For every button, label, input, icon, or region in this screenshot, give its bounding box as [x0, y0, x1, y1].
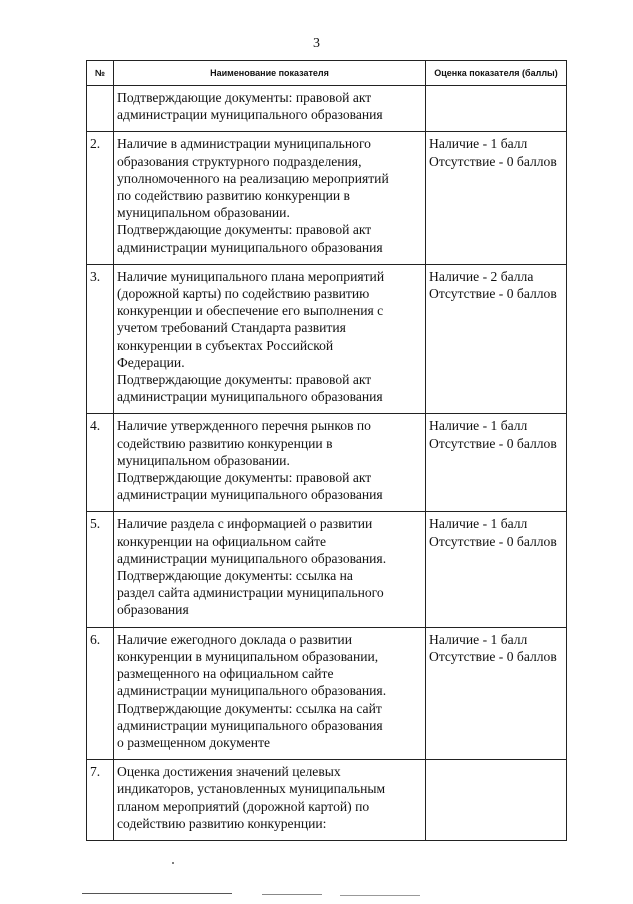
score-line: Отсутствие - 0 баллов — [429, 435, 557, 451]
indicator-line: Наличие раздела с информацией о развитии — [117, 516, 373, 532]
table-row — [87, 627, 567, 759]
indicator-line: Подтверждающие документы: ссылка на сайт — [117, 700, 382, 716]
indicator-name — [114, 414, 426, 512]
table-row — [87, 512, 567, 627]
table-row — [87, 264, 567, 414]
indicator-line: Подтверждающие документы: правовой акт — [117, 90, 372, 105]
indicator-line: конкуренции в муниципальном образовании, — [117, 648, 379, 664]
row-number — [87, 86, 114, 132]
score-line: Отсутствие - 0 баллов — [429, 648, 557, 664]
indicator-line: содействию развитию конкуренции в — [117, 435, 333, 451]
indicator-line: администрации муниципального образования — [117, 717, 383, 733]
score-line: Наличие - 1 балл — [429, 631, 528, 647]
indicator-line: конкуренции в субъектах Российской — [117, 337, 334, 353]
indicator-name — [114, 132, 426, 264]
indicators-table — [86, 60, 567, 841]
indicator-line: Наличие муниципального плана мероприятий — [117, 268, 385, 284]
scan-line — [340, 895, 420, 896]
indicator-line: администрации муниципального образования — [117, 239, 383, 255]
indicator-line: муниципальном образовании. — [117, 205, 290, 221]
indicator-line: индикаторов, установленных муниципальным — [117, 781, 386, 797]
indicator-line: (дорожной карты) по содействию развитию — [117, 286, 370, 302]
indicator-line: администрации муниципального образования — [117, 107, 383, 123]
header-name: Наименование показателя — [114, 61, 426, 86]
row-number: 5. — [87, 512, 114, 627]
indicator-line: Подтверждающие документы: ссылка на — [117, 568, 353, 584]
score-line: Наличие - 1 балл — [429, 136, 528, 152]
indicator-line: учетом требований Стандарта развития — [117, 320, 346, 336]
page-number: 3 — [313, 36, 320, 51]
indicator-score — [426, 414, 567, 512]
indicator-line: по содействию развитию конкуренции в — [117, 188, 350, 204]
indicator-line: конкуренции и обеспечение его выполнения с — [117, 303, 384, 319]
row-number: 3. — [87, 264, 114, 414]
score-line: Наличие - 2 балла — [429, 268, 534, 284]
indicator-line: Наличие утвержденного перечня рынков по — [117, 418, 371, 434]
score-line: Отсутствие - 0 баллов — [429, 153, 557, 169]
indicator-line: Подтверждающие документы: правовой акт — [117, 372, 372, 388]
scan-line — [82, 893, 232, 894]
indicator-line: раздел сайта администрации муниципального — [117, 585, 384, 601]
indicator-score — [426, 132, 567, 264]
score-line: Отсутствие - 0 баллов — [429, 286, 557, 302]
indicator-score — [426, 627, 567, 759]
indicator-line: администрации муниципального образования. — [117, 550, 387, 566]
indicator-line: Наличие ежегодного доклада о развитии — [117, 631, 352, 647]
indicator-line: администрации муниципального образования — [117, 389, 383, 405]
header-score: Оценка показателя (баллы) — [426, 61, 567, 86]
indicator-score — [426, 760, 567, 841]
indicator-line: муниципальном образовании. — [117, 452, 290, 468]
score-line: Наличие - 1 балл — [429, 418, 528, 434]
indicator-line: о размещенном документе — [117, 734, 271, 750]
scan-line — [262, 894, 322, 895]
indicator-line: Федерации. — [117, 354, 185, 370]
table-body — [87, 86, 567, 841]
indicator-name — [114, 760, 426, 841]
indicator-line: Оценка достижения значений целевых — [117, 764, 341, 780]
table-header-row — [87, 61, 567, 86]
indicator-name — [114, 512, 426, 627]
indicator-score — [426, 264, 567, 414]
table-row — [87, 86, 567, 132]
table-row — [87, 760, 567, 841]
row-number: 6. — [87, 627, 114, 759]
indicator-line: администрации муниципального образования — [117, 487, 383, 503]
indicator-line: конкуренции на официальном сайте — [117, 533, 327, 549]
indicator-name — [114, 264, 426, 414]
indicator-line: администрации муниципального образования. — [117, 683, 387, 699]
indicator-line: образования структурного подразделения, — [117, 153, 362, 169]
indicator-line: планом мероприятий (дорожной картой) по — [117, 798, 370, 814]
score-line: Отсутствие - 0 баллов — [429, 533, 557, 549]
indicator-line: Подтверждающие документы: правовой акт — [117, 222, 372, 238]
row-number: 4. — [87, 414, 114, 512]
scan-dot — [172, 862, 174, 864]
indicator-line: содействию развитию конкуренции: — [117, 815, 327, 831]
indicator-name — [114, 86, 426, 132]
row-number: 2. — [87, 132, 114, 264]
header-num: № — [87, 61, 114, 86]
indicator-line: Наличие в администрации муниципального — [117, 136, 371, 152]
indicator-score — [426, 86, 567, 132]
indicator-name — [114, 627, 426, 759]
indicator-line: Подтверждающие документы: правовой акт — [117, 470, 372, 486]
indicator-line: размещенного на официальном сайте — [117, 666, 334, 682]
row-number: 7. — [87, 760, 114, 841]
indicator-line: уполномоченного на реализацию мероприятий — [117, 170, 389, 186]
indicator-score — [426, 512, 567, 627]
table-row — [87, 414, 567, 512]
score-line: Наличие - 1 балл — [429, 516, 528, 532]
table-row — [87, 132, 567, 264]
indicator-line: образования — [117, 602, 189, 618]
